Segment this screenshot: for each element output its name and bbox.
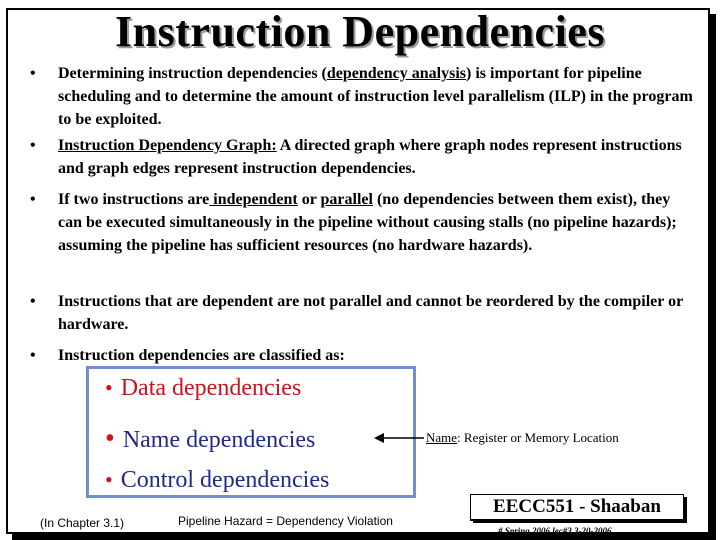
bullet-dot: • [30, 65, 36, 82]
category-dot: • [105, 467, 113, 492]
category-dot: • [105, 423, 115, 454]
bullet-dot: • [30, 137, 36, 154]
category-label: Control dependencies [120, 467, 330, 493]
bullet-text: Instruction dependencies are classified as: [58, 347, 345, 364]
note-text: : Register or Memory Location [457, 430, 619, 445]
course-badge: EECC551 - Shaaban [470, 494, 684, 520]
underlined-term: dependency analysis [326, 65, 467, 82]
category-label: Data dependencies [120, 375, 302, 401]
bullet-text: If two instructions are independent or parallel (no dependencies between them exist), they can be executed simultaneously in the pipeline without causing stalls (no pipeline hazards); assuming the pipeline has sufficient resources (no hardware hazards). [58, 191, 677, 254]
category-dot: • [105, 375, 113, 400]
note-label: Name [426, 430, 458, 445]
category-label: Name dependencies [122, 427, 316, 453]
bullet-text: Determining instruction dependencies (dependency analysis) is important for pipeline scheduling and to determine the amount of instruction level parallelism (ILP) in the program to be exploited. [58, 65, 693, 128]
chapter-reference: (In Chapter 3.1) [40, 516, 125, 530]
slide-title: Instruction Dependencies [115, 7, 605, 56]
dependency-types-box [86, 366, 416, 498]
badge-underline [470, 520, 686, 521]
name-dependency-note [426, 430, 619, 446]
bullet-text: Instruction Dependency Graph: A directed graph where graph nodes represent instructions and graph edges represent instruction dependencies. [58, 137, 682, 177]
bullet-dot: • [30, 191, 36, 208]
category-data [105, 375, 301, 402]
underlined-term: Instruction Dependency Graph: [58, 137, 277, 154]
hazard-definition: Pipeline Hazard = Dependency Violation [178, 514, 393, 528]
underlined-term: parallel [320, 191, 373, 208]
bullet-text: Instructions that are dependent are not parallel and cannot be reordered by the compiler or hardware. [58, 293, 683, 333]
category-name [105, 423, 315, 455]
bullet-dot: • [30, 293, 36, 310]
bullet-dot: • [30, 347, 36, 364]
underlined-term: independent [209, 191, 298, 208]
category-control [105, 467, 329, 494]
lecture-stamp: # Spring 2006 lec#3 3-20-2006 [498, 526, 612, 536]
